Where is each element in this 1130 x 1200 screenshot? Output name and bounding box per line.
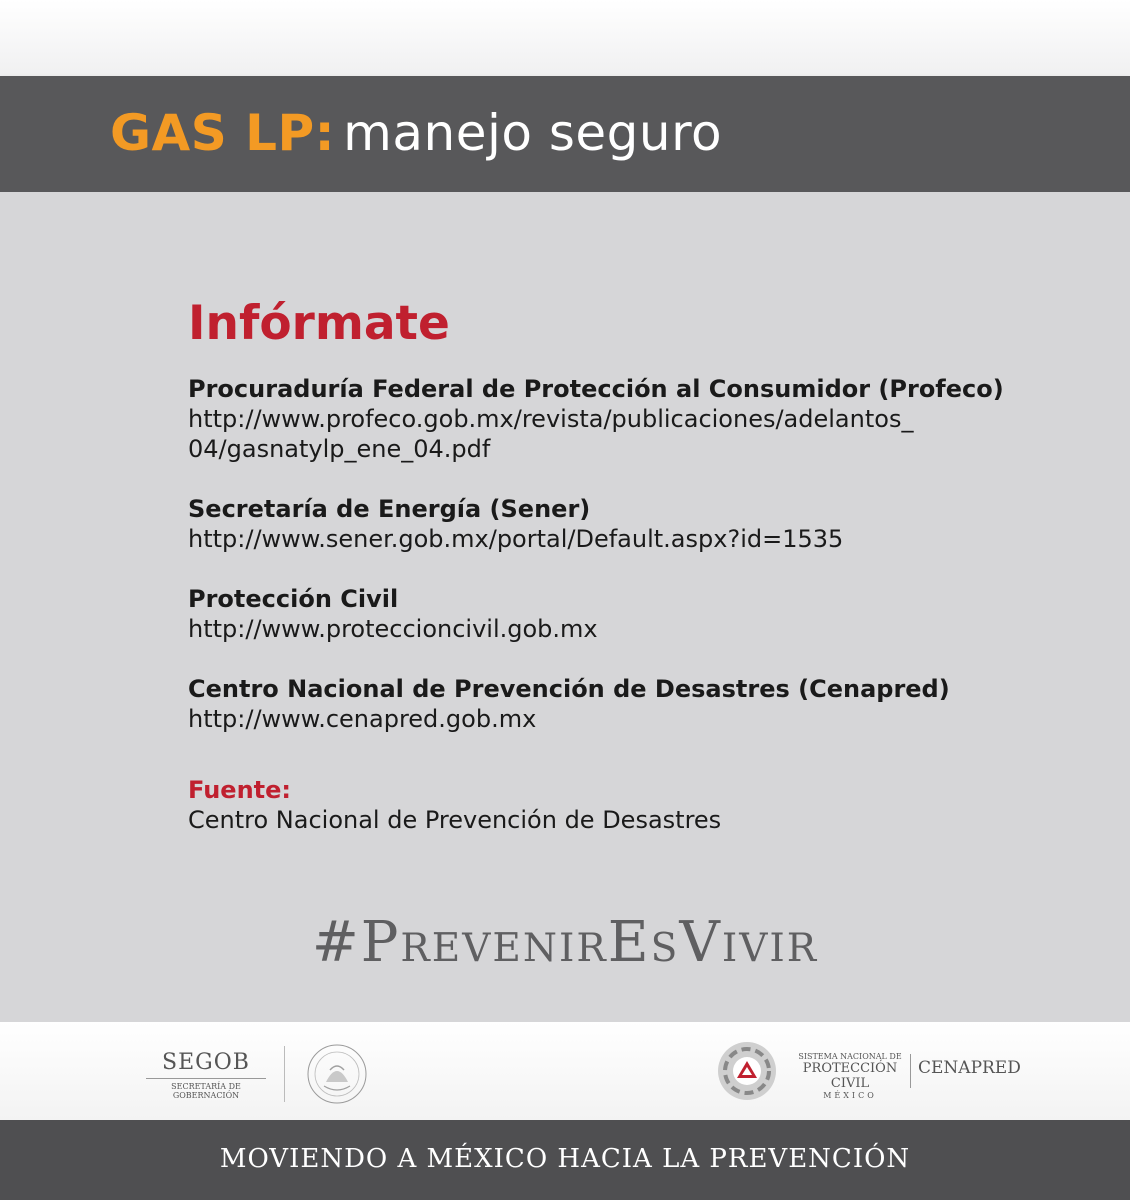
sinaproc-country: MÉXICO [823,1091,877,1100]
page-title [110,104,722,162]
source-name: Centro Nacional de Prevención de Desastres (Cenapred) [188,675,950,703]
source-name: Protección Civil [188,585,399,613]
hashtag: #PrevenirEsVivir [311,910,819,975]
segob-subtitle: SECRETARÍA DE GOBERNACIÓN [171,1082,241,1100]
footer-slogan: MOVIENDO A MÉXICO HACIA LA PREVENCIÓN [219,1144,911,1174]
sinaproc-small: SISTEMA NACIONAL DE [798,1052,902,1061]
logos-strip [0,1022,1130,1120]
logo-divider [910,1054,911,1088]
source-name: Procuraduría Federal de Protección al Consumidor (Profeco) [188,375,1004,403]
sinaproc-big: PROTECCIÓN CIVIL [802,1061,898,1091]
top-strip [0,0,1130,76]
sinaproc-logo [790,1052,910,1100]
title-accent: GAS LP: [110,104,336,162]
source-item-profeco [188,374,1068,464]
segob-rule [146,1078,266,1079]
cenapred-emblem-icon [716,1040,778,1102]
source-url: http://www.cenapred.gob.mx [188,705,537,733]
source-list [188,374,1068,764]
mexico-seal-icon [296,1042,378,1106]
source-url-continued: 04/gasnatylp_ene_04.pdf [188,435,491,463]
source-item-cenapred [188,674,1068,734]
cenapred-wordmark: CENAPRED [918,1058,1021,1078]
source-credit-label: Fuente: [188,776,291,804]
source-url: http://www.sener.gob.mx/portal/Default.aspx?id=1535 [188,525,844,553]
source-item-proteccion-civil [188,584,1068,644]
footer-banner [0,1120,1130,1200]
title-rest: manejo seguro [343,104,723,162]
section-heading: Infórmate [188,296,450,351]
source-credit-value: Centro Nacional de Prevención de Desastres [188,806,722,834]
logo-divider [284,1046,285,1102]
segob-wordmark: SEGOB [162,1050,250,1075]
segob-logo [140,1050,272,1100]
source-item-sener [188,494,1068,554]
header-banner [0,76,1130,192]
source-url: http://www.profeco.gob.mx/revista/publicaciones/adelantos_ [188,405,914,433]
source-url: http://www.proteccioncivil.gob.mx [188,615,598,643]
source-name: Secretaría de Energía (Sener) [188,495,591,523]
source-credit [188,775,721,835]
